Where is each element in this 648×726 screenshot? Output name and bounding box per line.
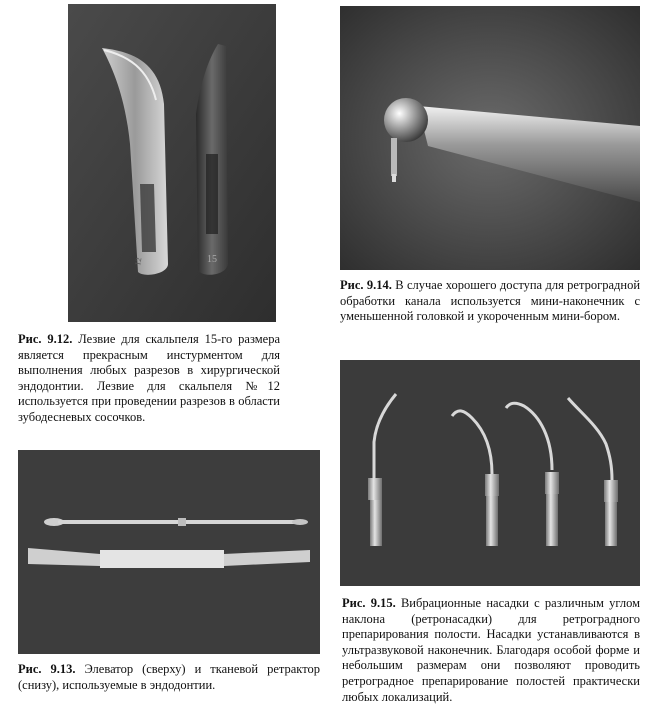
figure-9-14-caption (340, 278, 640, 325)
elevator-retractor-image (18, 450, 320, 654)
figure-9-15-text: Вибрационные насадки с различным углом наклона (ретронасадки) для ретроградного препарирования полости. Насадки устанавливаются в ультразвуковой наконечник. Благодаря особой форме и небольшим размерам они позволяют проводить ретроградное препарирование полостей практически любых локализаций. (342, 596, 640, 704)
blade-12-mark: 12 (133, 256, 144, 267)
figure-9-13-label: Рис. 9.13. (18, 662, 76, 676)
figure-9-15-caption (342, 596, 640, 705)
figure-9-13-caption (18, 662, 320, 693)
figure-9-12-photo (68, 4, 276, 322)
figure-9-15-label: Рис. 9.15. (342, 596, 396, 610)
figure-9-13-text: Элеватор (сверху) и тканевой ретрактор (снизу), используемые в эндодонтии. (18, 662, 321, 692)
figure-9-14-text: В случае хорошего доступа для ретроградной обработки канала используется мини-наконечник с уменьшенной головкой и укороченным мини-бором. (340, 278, 641, 324)
ultrasonic-tips-image (340, 360, 640, 586)
scalpel-blades-image (68, 4, 276, 322)
figure-9-14-photo (340, 6, 640, 270)
figure-9-12-text: Лезвие для скальпеля 15-го размера является прекрасным инстурментом для выполнения любых разрезов в хирургической эндодонтии. Лезвие для скальпеля №12 используется при проведении разрезов в области зубодесневых сосочков. (18, 332, 280, 424)
figure-9-15-photo (340, 360, 640, 586)
figure-9-12-label: Рис. 9.12. (18, 332, 73, 346)
figure-9-12-caption (18, 332, 280, 426)
mini-handpiece-image (340, 6, 640, 270)
figure-9-14-label: Рис. 9.14. (340, 278, 392, 292)
figure-9-13-photo (18, 450, 320, 654)
blade-15-mark: 15 (207, 254, 217, 265)
